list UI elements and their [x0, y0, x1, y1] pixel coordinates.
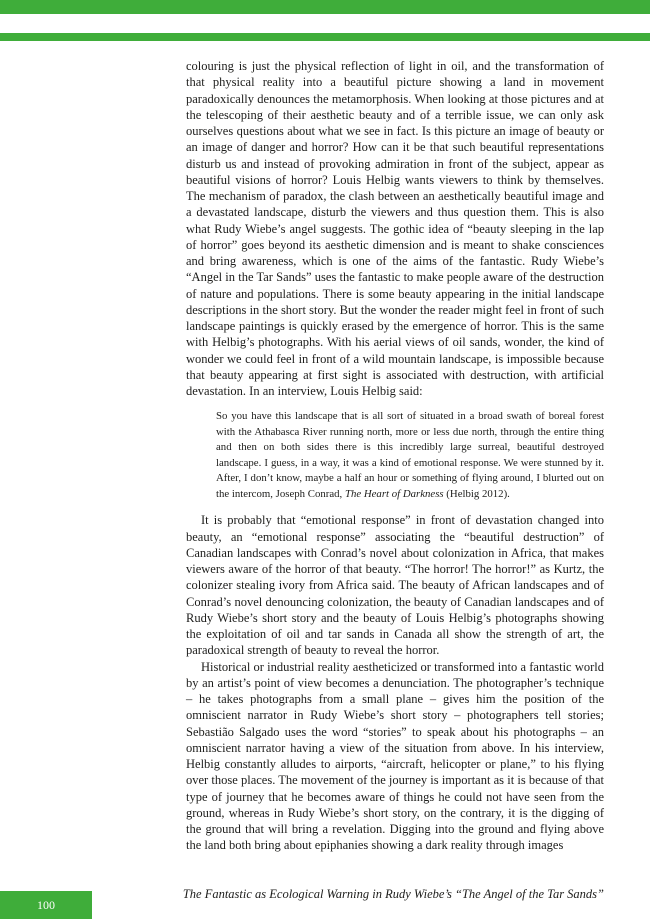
- paragraph-3: Historical or industrial reality aestheticized or transformed into a fantastic world by an artist’s point of view becomes a denunciation. The photographer’s technique – he takes photographs from a small plane – gives him the position of the omniscient narrator in Rudy Wiebe’s short story – photographers tell stories; Sebastião Salgado uses the word “stories” to speak about his photographs – an omniscient narrator having a view of the situation from above. In his interview, Helbig constantly alludes to airports, “aircraft, helicopter or plane,” to his flying over those places. The movement of the journey is important as it is because of that type of journey that he becomes aware of things he could not have seen from the ground, whereas in Rudy Wiebe’s short story, on the contrary, it is the digging of the ground that will bring a revelation. Digging into the ground and flying above the land both bring about epiphanies showing a dark reality through images: [186, 659, 604, 853]
- header-bar-bottom: [0, 33, 650, 41]
- quote-citation: (Helbig 2012).: [443, 487, 510, 500]
- running-title: The Fantastic as Ecological Warning in Rudy Wiebe’s “The Angel of the Tar Sands”: [182, 887, 604, 901]
- quote-book-title: The Heart of Darkness: [344, 487, 444, 500]
- paragraph-1: colouring is just the physical reflection of light in oil, and the transformation of that physical reality into a beautiful picture showing a land in movement paradoxically denounces the metamorphosis. When looking at those pictures and at the telescoping of their aesthetic beauty and of a terrible issue, we can only ask ourselves questions about what we see in fact. Is this picture an image of beauty or an image of danger and horror? How can it be that such beautiful representations disturb us and instead of provoking admiration in front of the subject, appear as beautiful visions of horror? Louis Helbig wants viewers to think by themselves. The mechanism of paradox, the clash between an aesthetically beautiful image and a devastated landscape, disturb the viewers and thus question them. This is also what Rudy Wiebe’s angel suggests. The gothic idea of “beauty sleeping in the lap of horror” goes beyond its aesthetic dimension and is meant to shake consciences and bring awareness, which is one of the aims of the fantastic. Rudy Wiebe’s “Angel in the Tar Sands” uses the fantastic to make people aware of the destruction of nature and populations. There is some beauty appearing in the initial landscape descriptions in the short story. But the wonder the reader might feel in front of such landscape paintings is quickly erased by the emergence of horror. This is the same with Helbig’s photographs. With his aerial views of oil sands, wonder, the kind of wonder we could feel in front of a wild mountain landscape, is impossible because that beauty appearing at first sight is associated with destruction, with artificial devastation. In an interview, Louis Helbig said:: [186, 59, 604, 398]
- block-quote: [216, 409, 604, 502]
- page-number: 100: [0, 891, 92, 919]
- header-bar-top: [0, 0, 650, 14]
- quote-text: So you have this landscape that is all sort of situated in a broad swath of boreal forest with the Athabasca River running north, more or less due north, through the entire thing and then on both sides there is this incredibly large surreal, beautiful destroyed landscape. I guess, in a way, it was a kind of emotional response. We were stunned by it. After, I don’t know, maybe a half an hour or something of flying around, I blurted out on the intercom, Joseph Conrad,: [216, 410, 604, 500]
- paragraph-2: It is probably that “emotional response” in front of devastation changed into beauty, an “emotional response” associating the “beautiful destruction” of Canadian landscapes with Conrad’s novel about colonization in Africa, that makes viewers aware of the horror of that beauty. “The horror! The horror!” as Kurtz, the colonizer stealing ivory from Africa said. The beauty of African landscapes and of Conrad’s novel denouncing colonization, the beauty of Canadian landscapes and of Rudy Wiebe’s short story and the beauty of Louis Helbig’s photographs showing the exploitation of oil and tar sands in Canada all show the strength of art, the paradoxical strength of beauty to reveal the horror.: [186, 513, 604, 658]
- body-text: [186, 58, 604, 854]
